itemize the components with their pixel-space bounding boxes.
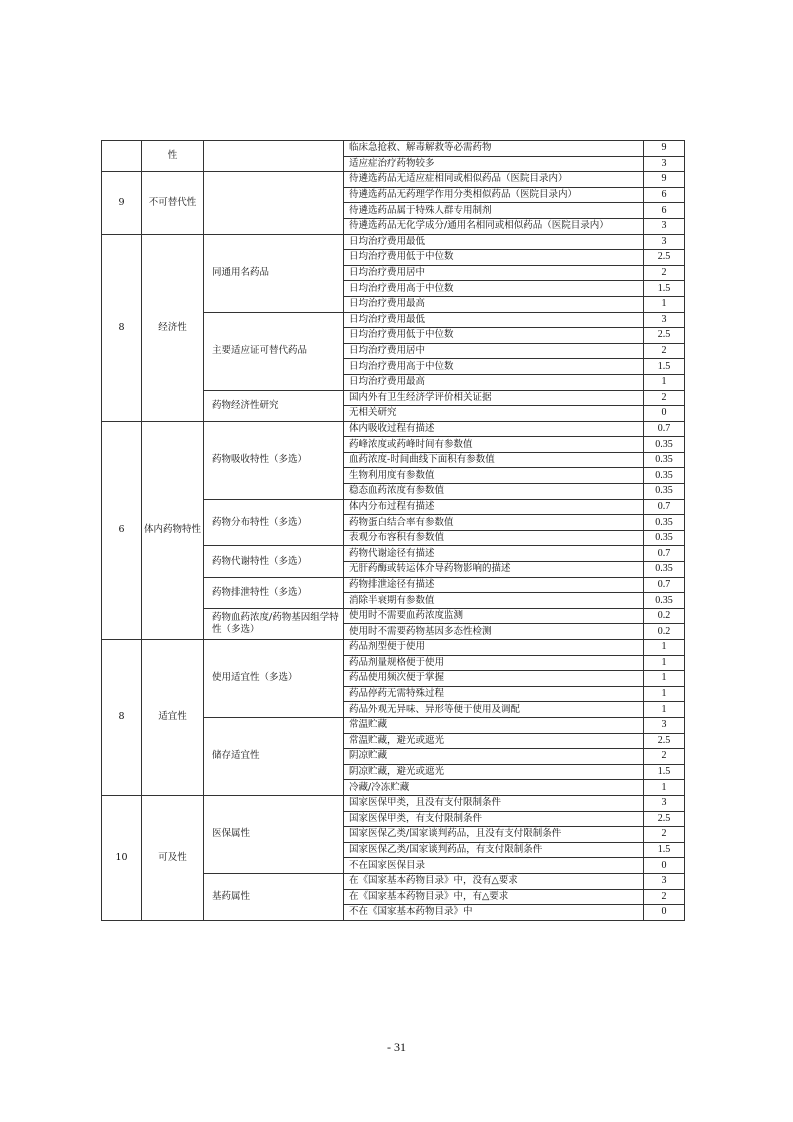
sub-criterion-cell: 主要适应证可替代药品 [204,312,344,390]
score-cell: 1.5 [644,764,685,780]
score-cell: 0 [644,406,685,422]
table-row [102,795,685,811]
criterion-text-cell: 阴凉贮藏 [344,749,644,765]
criterion-text-cell: 使用时不需要血药浓度监测 [344,608,644,624]
criterion-text-cell: 日均治疗费用高于中位数 [344,359,644,375]
score-cell: 0.7 [644,546,685,562]
score-cell: 1 [644,640,685,656]
weight-cell: 6 [102,421,142,639]
criterion-text-cell: 日均治疗费用低于中位数 [344,328,644,344]
score-cell: 0.35 [644,452,685,468]
criterion-text-cell: 在《国家基本药物目录》中，有△要求 [344,889,644,905]
score-cell: 1 [644,296,685,312]
score-cell: 6 [644,187,685,203]
criterion-text-cell: 体内吸收过程有描述 [344,421,644,437]
score-cell: 2 [644,390,685,406]
sub-criterion-cell: 基药属性 [204,873,344,920]
score-cell: 3 [644,795,685,811]
criterion-text-cell: 消除半衰期有参数值 [344,593,644,609]
sub-criterion-cell: 药物吸收特性（多选） [204,421,344,499]
table-row [102,234,685,250]
criterion-text-cell: 稳态血药浓度有参数值 [344,484,644,500]
score-cell: 0 [644,905,685,921]
criterion-text-cell: 待遴选药品无药理学作用分类相似药品（医院目录内） [344,187,644,203]
criterion-text-cell: 药品停药无需特殊过程 [344,686,644,702]
sub-criterion-cell: 药物经济性研究 [204,390,344,421]
criterion-text-cell: 适应症治疗药物较多 [344,156,644,172]
score-cell: 1 [644,780,685,796]
sub-criterion-cell: 药物血药浓度/药物基因组学特性（多选） [204,608,344,639]
criterion-text-cell: 药物排泄途径有描述 [344,577,644,593]
dimension-cell: 性 [142,141,204,172]
score-cell: 0.7 [644,577,685,593]
criterion-text-cell: 日均治疗费用居中 [344,343,644,359]
sub-criterion-cell [204,141,344,172]
criterion-text-cell: 国家医保乙类/国家谈判药品，且没有支付限制条件 [344,827,644,843]
score-cell: 0.2 [644,608,685,624]
table-row [102,172,685,188]
criterion-text-cell: 日均治疗费用居中 [344,265,644,281]
score-cell: 1.5 [644,842,685,858]
score-cell: 2 [644,265,685,281]
criterion-text-cell: 药物代谢途径有描述 [344,546,644,562]
score-cell: 2.5 [644,250,685,266]
criterion-text-cell: 药物蛋白结合率有参数值 [344,515,644,531]
criterion-text-cell: 冷藏/冷冻贮藏 [344,780,644,796]
dimension-cell: 经济性 [142,234,204,421]
criterion-text-cell: 药品剂型便于使用 [344,640,644,656]
score-cell: 0.35 [644,593,685,609]
weight-cell [102,141,142,172]
criterion-text-cell: 日均治疗费用最低 [344,234,644,250]
score-cell: 3 [644,234,685,250]
criterion-text-cell: 无相关研究 [344,406,644,422]
weight-cell: 8 [102,234,142,421]
criterion-text-cell: 日均治疗费用最高 [344,296,644,312]
score-cell: 3 [644,156,685,172]
dimension-cell: 适宜性 [142,640,204,796]
sub-criterion-cell: 药物分布特性（多选） [204,499,344,546]
criterion-text-cell: 待遴选药品属于特殊人群专用制剂 [344,203,644,219]
page-number: - 31 [387,1040,406,1054]
score-cell: 3 [644,873,685,889]
criterion-text-cell: 血药浓度-时间曲线下面积有参数值 [344,452,644,468]
score-cell: 1 [644,374,685,390]
criterion-text-cell: 药品外观无异味、异形等便于使用及调配 [344,702,644,718]
criterion-text-cell: 常温贮藏 [344,717,644,733]
criterion-text-cell: 体内分布过程有描述 [344,499,644,515]
score-cell: 1 [644,671,685,687]
weight-cell: 8 [102,640,142,796]
score-cell: 0.7 [644,499,685,515]
score-cell: 0.2 [644,624,685,640]
criterion-text-cell: 药品剂量规格便于使用 [344,655,644,671]
sub-criterion-cell: 使用适宜性（多选） [204,640,344,718]
criterion-text-cell: 阴凉贮藏，避光或遮光 [344,764,644,780]
score-cell: 9 [644,141,685,157]
score-cell: 1.5 [644,281,685,297]
criterion-text-cell: 日均治疗费用低于中位数 [344,250,644,266]
score-cell: 1 [644,702,685,718]
sub-criterion-cell: 医保属性 [204,795,344,873]
score-cell: 2 [644,749,685,765]
criterion-text-cell: 临床急抢救、解毒解救等必需药物 [344,141,644,157]
score-cell: 2 [644,827,685,843]
score-cell: 1.5 [644,359,685,375]
sub-criterion-cell: 同通用名药品 [204,234,344,312]
criterion-text-cell: 日均治疗费用高于中位数 [344,281,644,297]
criterion-text-cell: 国家医保甲类，且没有支付限制条件 [344,795,644,811]
criterion-text-cell: 常温贮藏，避光或遮光 [344,733,644,749]
criterion-text-cell: 药峰浓度或药峰时间有参数值 [344,437,644,453]
score-cell: 2 [644,343,685,359]
criterion-text-cell: 待遴选药品无适应症相同或相似药品（医院目录内） [344,172,644,188]
criteria-table-body [102,141,685,921]
score-cell: 0.35 [644,515,685,531]
criteria-table [101,140,685,921]
score-cell: 1 [644,686,685,702]
criterion-text-cell: 待遴选药品无化学成分/通用名相同或相似药品（医院目录内） [344,218,644,234]
table-row [102,640,685,656]
score-cell: 3 [644,218,685,234]
criterion-text-cell: 日均治疗费用最低 [344,312,644,328]
score-cell: 0 [644,858,685,874]
score-cell: 2.5 [644,328,685,344]
weight-cell: 10 [102,795,142,920]
score-cell: 0.35 [644,468,685,484]
criterion-text-cell: 在《国家基本药物目录》中，没有△要求 [344,873,644,889]
criterion-text-cell: 国家医保甲类，有支付限制条件 [344,811,644,827]
sub-criterion-cell: 药物排泄特性（多选） [204,577,344,608]
criterion-text-cell: 生物利用度有参数值 [344,468,644,484]
criterion-text-cell: 不在国家医保目录 [344,858,644,874]
table-row [102,421,685,437]
score-cell: 3 [644,717,685,733]
criterion-text-cell: 日均治疗费用最高 [344,374,644,390]
score-cell: 3 [644,312,685,328]
score-cell: 2.5 [644,811,685,827]
score-cell: 0.35 [644,484,685,500]
score-cell: 2.5 [644,733,685,749]
criterion-text-cell: 无肝药酶或转运体介导药物影响的描述 [344,562,644,578]
sub-criterion-cell: 储存适宜性 [204,717,344,795]
score-cell: 0.35 [644,437,685,453]
sub-criterion-cell: 药物代谢特性（多选） [204,546,344,577]
score-cell: 9 [644,172,685,188]
dimension-cell: 可及性 [142,795,204,920]
dimension-cell: 体内药物特性 [142,421,204,639]
table-row [102,141,685,157]
criterion-text-cell: 不在《国家基本药物目录》中 [344,905,644,921]
dimension-cell: 不可替代性 [142,172,204,234]
criterion-text-cell: 药品使用频次便于掌握 [344,671,644,687]
weight-cell: 9 [102,172,142,234]
score-cell: 6 [644,203,685,219]
score-cell: 0.35 [644,562,685,578]
criterion-text-cell: 国家医保乙类/国家谈判药品，有支付限制条件 [344,842,644,858]
sub-criterion-cell [204,172,344,234]
criterion-text-cell: 使用时不需要药物基因多态性检测 [344,624,644,640]
score-cell: 0.7 [644,421,685,437]
score-cell: 0.35 [644,530,685,546]
score-cell: 2 [644,889,685,905]
criterion-text-cell: 国内外有卫生经济学评价相关证据 [344,390,644,406]
score-cell: 1 [644,655,685,671]
criterion-text-cell: 表观分布容积有参数值 [344,530,644,546]
